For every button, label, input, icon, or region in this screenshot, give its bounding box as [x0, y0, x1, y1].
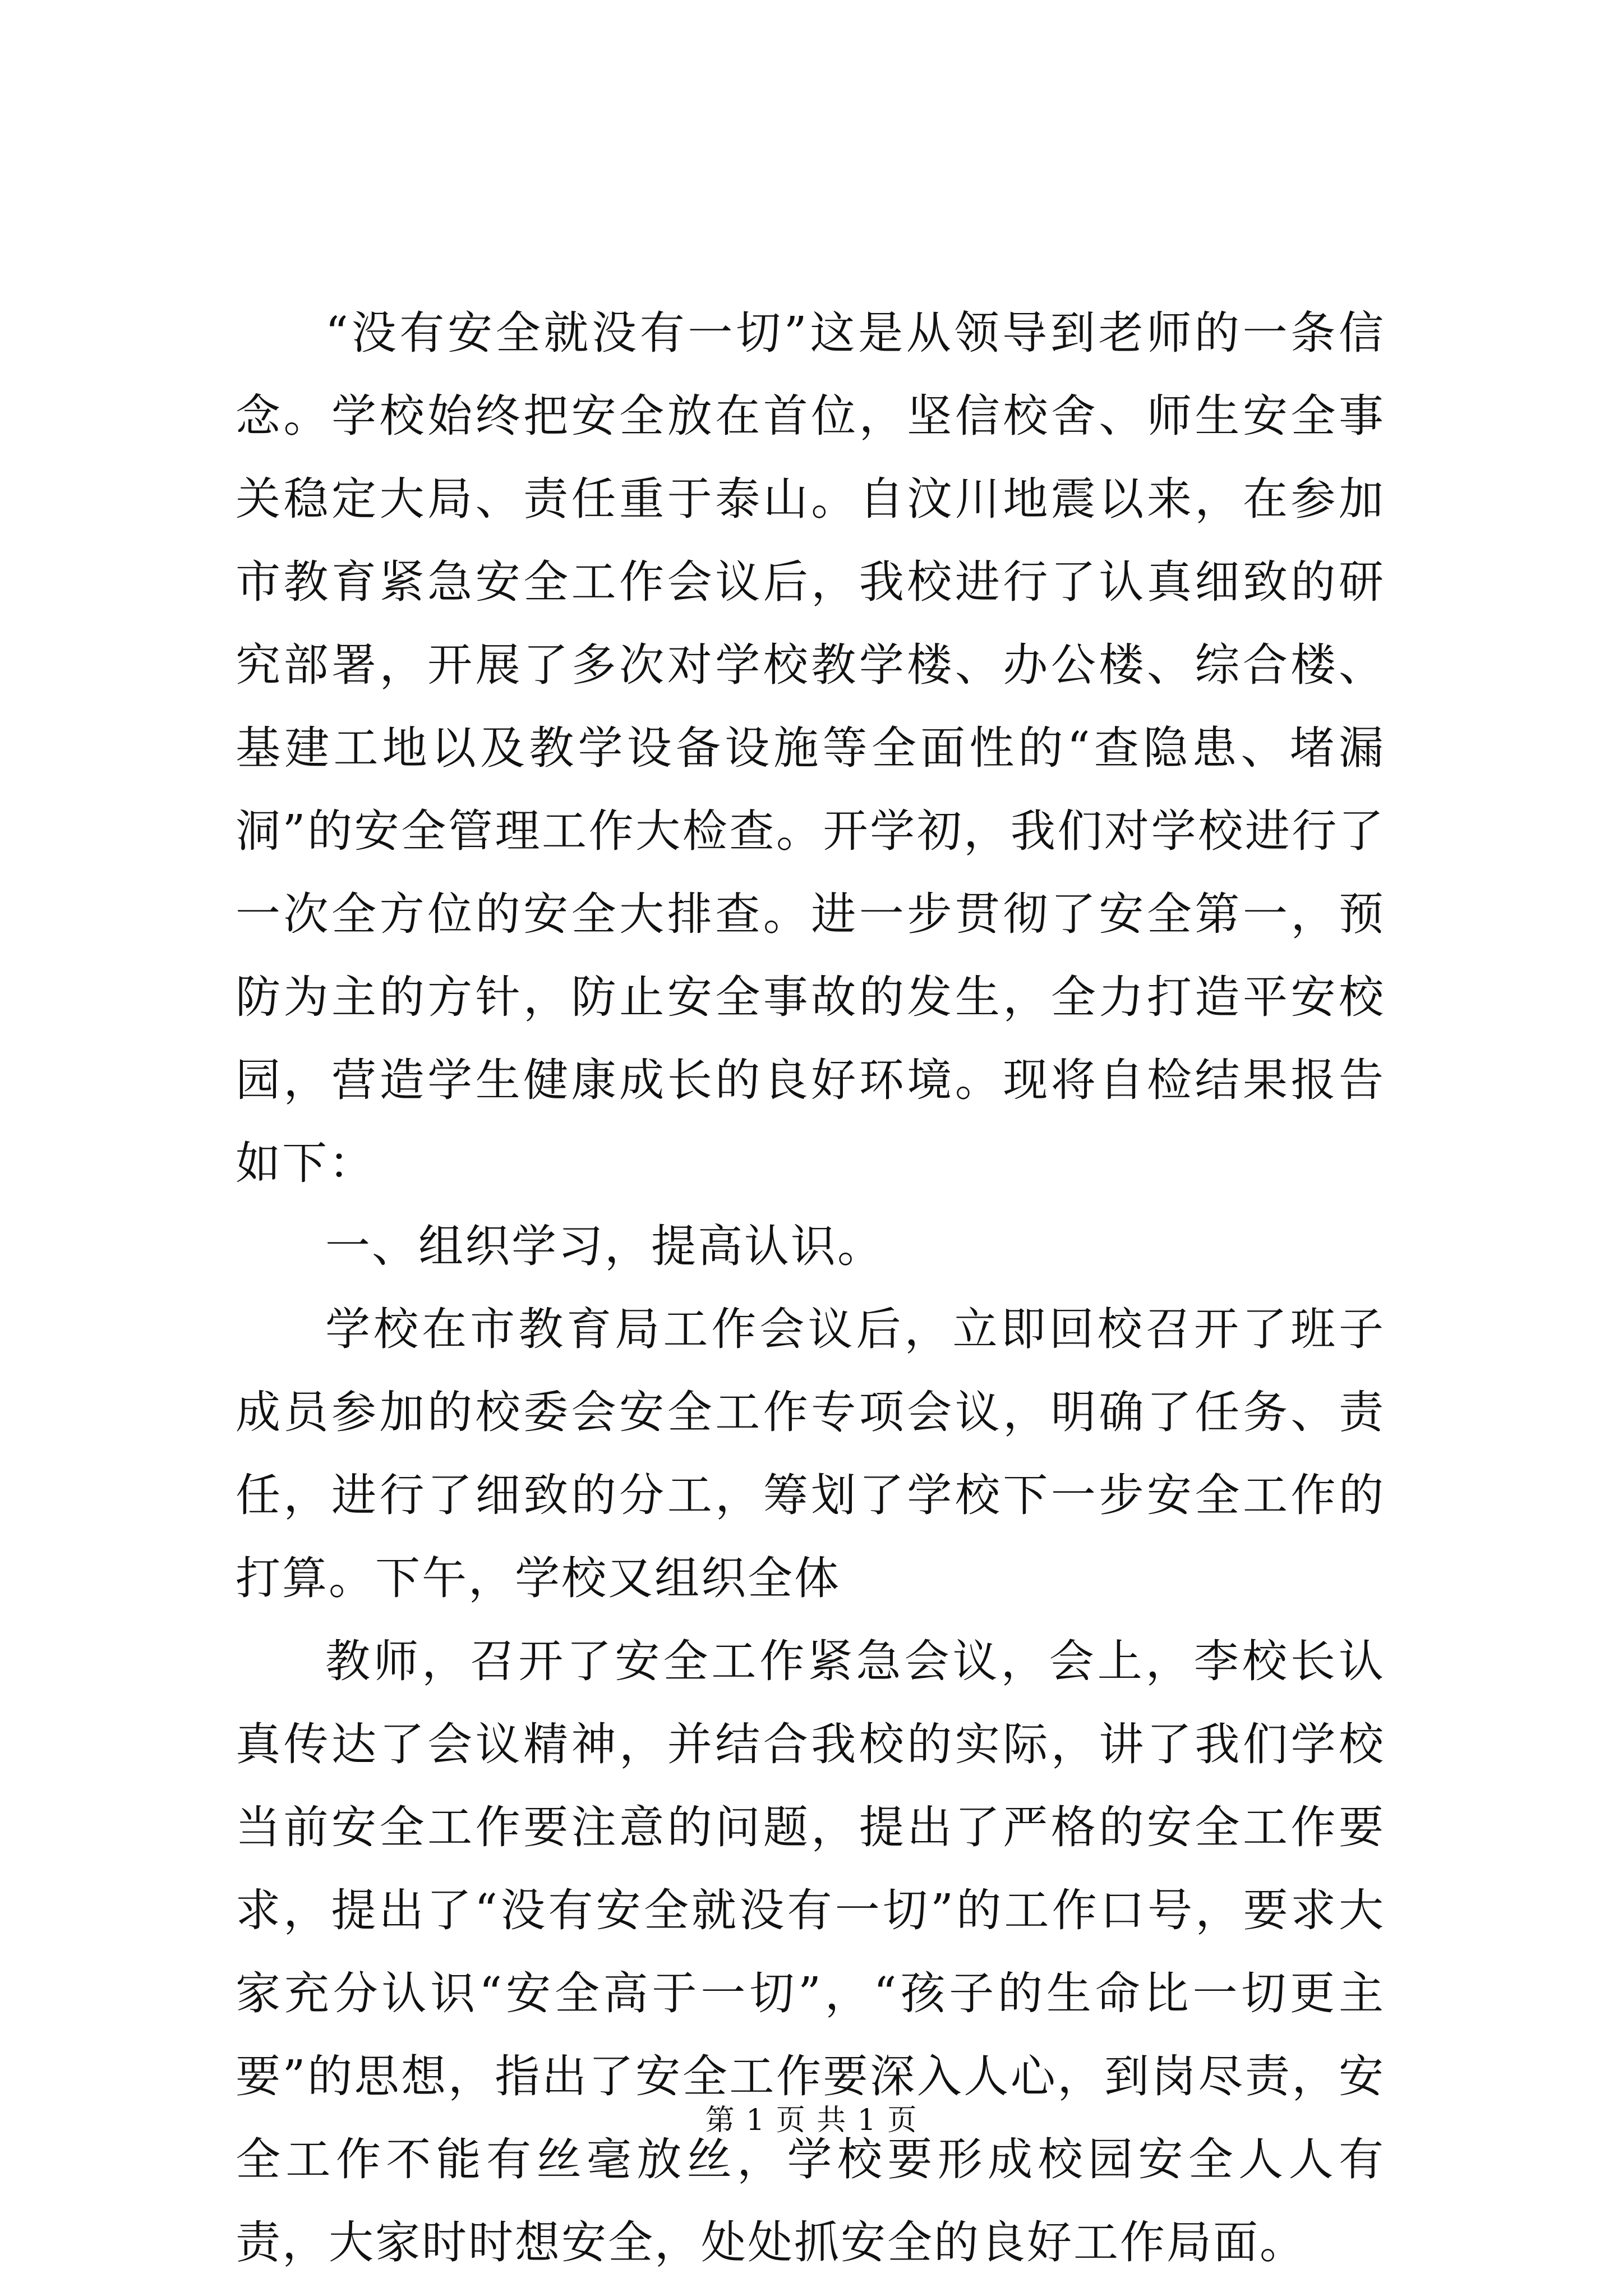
paragraph-intro: “没有安全就没有一切”这是从领导到老师的一条信念。学校始终把安全放在首位，坚信校舍、师生安全事关稳定大局、责任重于泰山。自汶川地震以来，在参加市教育紧急安全工作会议后，我校进行了认真细致的研究部署，开展了多次对学校教学楼、办公楼、综合楼、基建工地以及教学设备设施等全面性的“查隐患、堵漏洞”的安全管理工作大检查。开学初，我们对学校进行了一次全方位的安全大排查。进一步贯彻了安全第一，预防为主的方针，防止安全事故的发生，全力打造平安校园，营造学生健康成长的良好环境。现将自检结果报告如下：: [236, 307, 1385, 1189]
page-number-footer: 第 1 页 共 1 页: [705, 2104, 918, 2137]
paragraph-section-1-continued: 教师，召开了安全工作紧急会议，会上，李校长认真传达了会议精神，并结合我校的实际，讲了我们学校当前安全工作要注意的问题，提出了严格的安全工作要求，提出了“没有安全就没有一切”的工作口号，要求大家充分认识“安全高于一切”，“孩子的生命比一切更主要”的思想，指出了安全工作要深入人心，到岗尽责，安全工作不能有丝毫放丝，学校要形成校园安全人人有责，大家时时想安全，处处抓安全的良好工作局面。: [236, 1635, 1385, 2269]
paragraph-section-1: 学校在市教育局工作会议后，立即回校召开了班子成员参加的校委会安全工作专项会议，明确了任务、责任，进行了细致的分工，筹划了学校下一步安全工作的打算。下午，学校又组织全体: [236, 1303, 1385, 1604]
section-heading: 一、组织学习，提高认识。: [325, 1220, 884, 1272]
document-body: [236, 292, 1385, 2284]
